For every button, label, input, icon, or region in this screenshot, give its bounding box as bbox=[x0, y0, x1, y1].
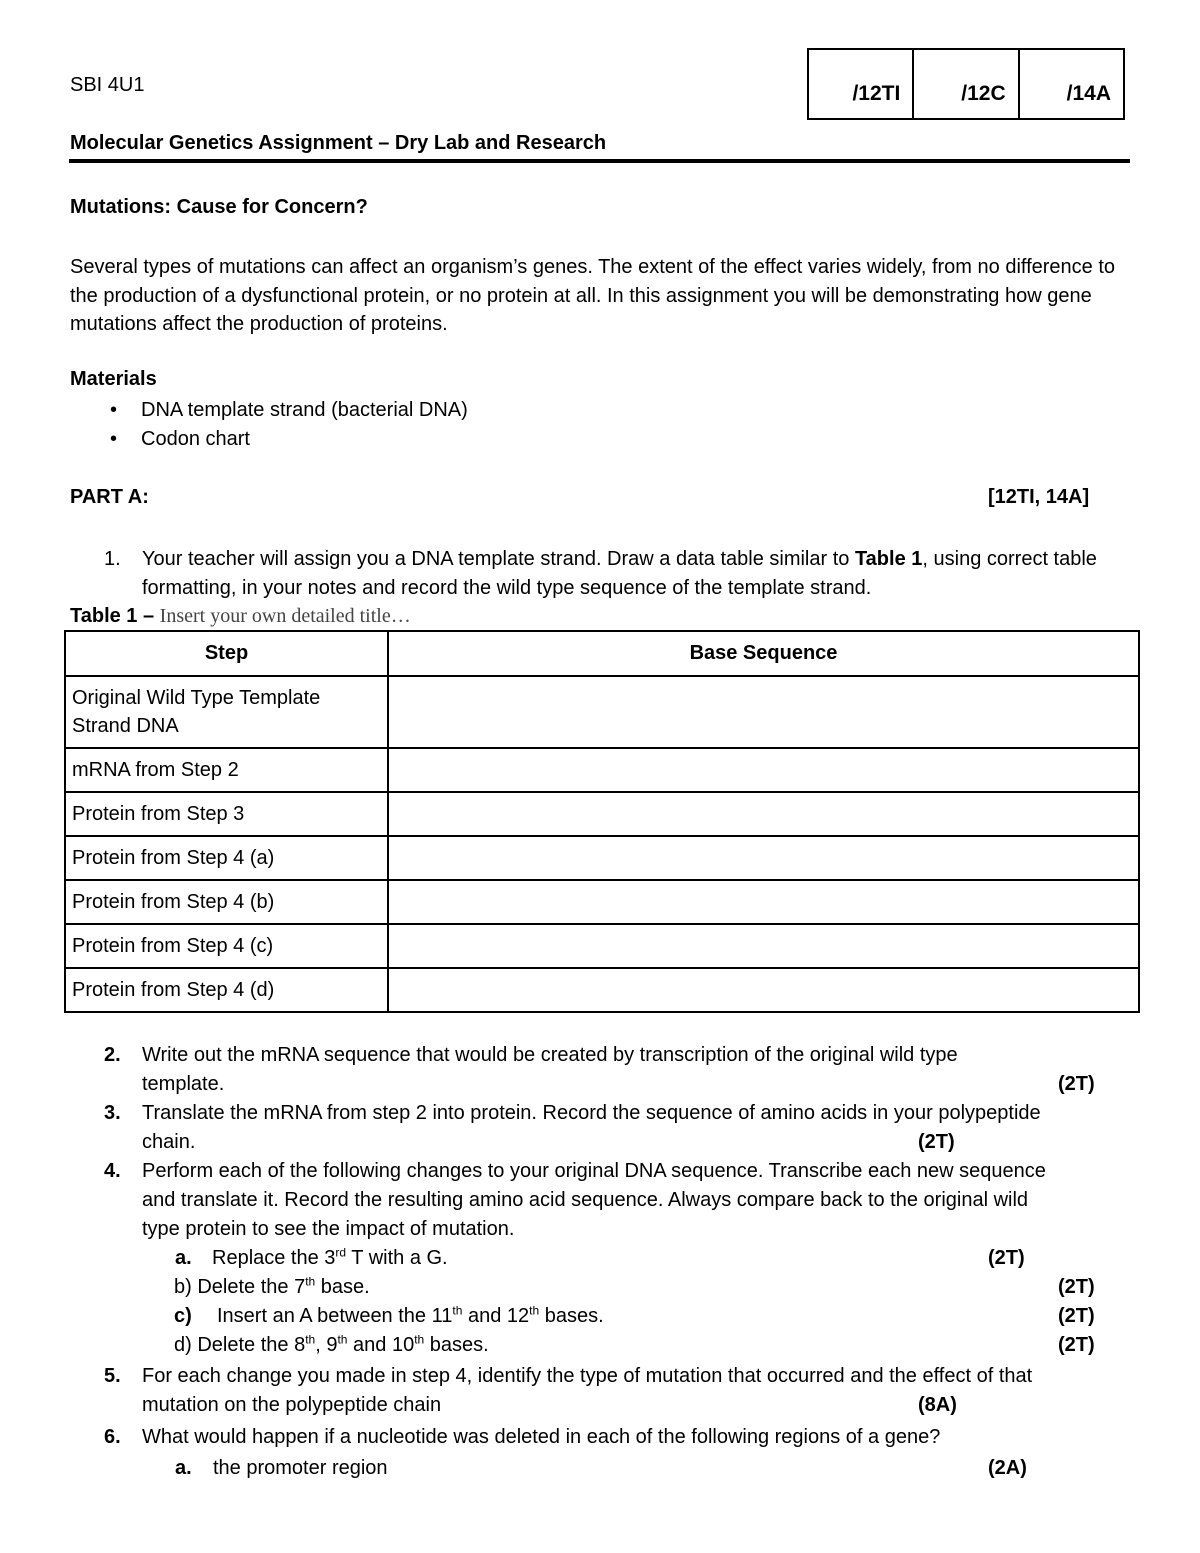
materials-list bbox=[110, 396, 468, 453]
subquestion-text: T with a G. bbox=[346, 1247, 448, 1269]
question-marks: (2T) bbox=[1058, 1073, 1095, 1095]
sequence-cell bbox=[388, 924, 1139, 968]
sequence-cell bbox=[388, 836, 1139, 880]
superscript: th bbox=[305, 1332, 316, 1347]
question-4c bbox=[104, 1302, 1134, 1331]
subquestion-label: a. bbox=[175, 1247, 192, 1269]
title-divider bbox=[69, 159, 1130, 163]
question-number: 1. bbox=[104, 548, 121, 570]
score-ti: /12TI bbox=[809, 50, 914, 118]
part-a-heading: PART A: bbox=[70, 486, 149, 508]
assignment-title: Molecular Genetics Assignment – Dry Lab and Research bbox=[70, 132, 607, 154]
table-row bbox=[65, 676, 1139, 748]
score-c: /12C bbox=[914, 50, 1019, 118]
question-text: Translate the mRNA from step 2 into protein. Record the sequence of amino acids in your polypeptide bbox=[142, 1102, 1041, 1124]
question-text: chain. bbox=[142, 1131, 196, 1153]
table-row bbox=[65, 880, 1139, 924]
question-2-cont bbox=[104, 1070, 1134, 1099]
course-code: SBI 4U1 bbox=[70, 74, 145, 96]
table-row bbox=[65, 968, 1139, 1012]
question-1 bbox=[104, 545, 1124, 603]
list-item: • Codon chart bbox=[110, 425, 468, 454]
step-cell: Protein from Step 4 (d) bbox=[65, 968, 388, 1012]
question-5 bbox=[104, 1362, 1134, 1391]
table-row bbox=[65, 836, 1139, 880]
subquestion-text: bases. bbox=[539, 1305, 604, 1327]
question-text: What would happen if a nucleotide was deleted in each of the following regions of a gene? bbox=[142, 1426, 941, 1448]
step-cell: Protein from Step 4 (c) bbox=[65, 924, 388, 968]
question-text: , using correct table formatting, in your notes and record the wild type sequence of the template strand. bbox=[142, 548, 1097, 599]
question-number: 3. bbox=[104, 1102, 121, 1124]
subquestion-text: base. bbox=[315, 1276, 370, 1298]
table-header-row bbox=[65, 631, 1139, 676]
score-a: /14A bbox=[1066, 82, 1111, 105]
list-item: • DNA template strand (bacterial DNA) bbox=[110, 396, 468, 425]
part-a-marks: [12TI, 14A] bbox=[988, 486, 1090, 508]
subquestion-text: Replace the 3 bbox=[212, 1247, 336, 1269]
sequence-cell bbox=[388, 792, 1139, 836]
step-cell: Protein from Step 4 (a) bbox=[65, 836, 388, 880]
score-box bbox=[807, 48, 1125, 120]
question-marks: (2T) bbox=[1058, 1305, 1095, 1327]
question-4d bbox=[104, 1331, 1134, 1360]
question-4b bbox=[104, 1273, 1134, 1302]
question-text: For each change you made in step 4, identify the type of mutation that occurred and the effect of that bbox=[142, 1365, 1033, 1387]
question-text: Write out the mRNA sequence that would be created by transcription of the original wild type bbox=[142, 1044, 958, 1066]
question-4-cont bbox=[104, 1186, 1134, 1215]
superscript: th bbox=[452, 1303, 463, 1318]
sequence-cell bbox=[388, 748, 1139, 792]
question-3 bbox=[104, 1099, 1134, 1128]
question-4 bbox=[104, 1157, 1134, 1186]
caption-hint: Insert your own detailed title… bbox=[159, 605, 411, 627]
question-6a bbox=[104, 1454, 1134, 1483]
question-marks: (8A) bbox=[918, 1394, 957, 1416]
question-3-cont bbox=[104, 1128, 1134, 1157]
question-5-cont bbox=[104, 1391, 1134, 1420]
subquestion-label: c) bbox=[174, 1305, 192, 1327]
subquestion-text: the promoter region bbox=[213, 1457, 388, 1479]
subquestion-text: and 10 bbox=[347, 1334, 415, 1356]
step-cell: Protein from Step 4 (b) bbox=[65, 880, 388, 924]
question-number: 5. bbox=[104, 1365, 121, 1387]
data-table bbox=[64, 630, 1140, 1013]
sequence-cell bbox=[388, 880, 1139, 924]
sequence-cell bbox=[388, 968, 1139, 1012]
subquestion-text: Insert an A between the 11 bbox=[217, 1305, 453, 1327]
caption-label: Table 1 – bbox=[70, 605, 160, 627]
column-header-step: Step bbox=[65, 631, 388, 676]
question-4-cont bbox=[104, 1215, 1134, 1244]
question-marks: (2T) bbox=[1058, 1276, 1095, 1298]
question-6 bbox=[104, 1423, 1134, 1452]
subquestion-label: a. bbox=[175, 1457, 192, 1479]
section-subtitle: Mutations: Cause for Concern? bbox=[70, 196, 368, 218]
step-cell: Protein from Step 3 bbox=[65, 792, 388, 836]
subquestion-text: , 9 bbox=[315, 1334, 338, 1356]
table-row bbox=[65, 792, 1139, 836]
question-marks: (2T) bbox=[1058, 1334, 1095, 1356]
superscript: th bbox=[414, 1332, 425, 1347]
question-text: mutation on the polypeptide chain bbox=[142, 1394, 442, 1416]
table-row bbox=[65, 748, 1139, 792]
question-number: 6. bbox=[104, 1426, 121, 1448]
superscript: rd bbox=[335, 1245, 347, 1260]
question-text: Perform each of the following changes to your original DNA sequence. Transcribe each new sequence bbox=[142, 1160, 1046, 1182]
intro-paragraph: Several types of mutations can affect an organism’s genes. The extent of the effect varies widely, from no difference to the production of a dysfunctional protein, or no protein at all. In this assignment you will be demonstrating how gene mutations affect the production of proteins. bbox=[70, 256, 1116, 335]
step-cell: Original Wild Type Template Strand DNA bbox=[65, 676, 388, 748]
table-row bbox=[65, 924, 1139, 968]
question-marks: (2A) bbox=[988, 1457, 1027, 1479]
sequence-cell bbox=[388, 676, 1139, 748]
subquestion-text: bases. bbox=[424, 1334, 489, 1356]
superscript: th bbox=[305, 1274, 316, 1289]
question-marks: (2T) bbox=[918, 1131, 955, 1153]
question-text: type protein to see the impact of mutation. bbox=[142, 1218, 515, 1240]
subquestion-text: d) Delete the 8 bbox=[174, 1334, 306, 1356]
superscript: th bbox=[529, 1303, 540, 1318]
question-text: template. bbox=[142, 1073, 225, 1095]
superscript: th bbox=[337, 1332, 348, 1347]
table-caption bbox=[70, 605, 411, 628]
questions-list bbox=[104, 1041, 1134, 1483]
question-number: 4. bbox=[104, 1160, 121, 1182]
question-text: Your teacher will assign you a DNA template strand. Draw a data table similar to bbox=[142, 548, 855, 570]
question-text-bold: Table 1 bbox=[854, 548, 923, 570]
materials-heading: Materials bbox=[70, 368, 157, 390]
column-header-sequence: Base Sequence bbox=[388, 631, 1139, 676]
question-4a bbox=[104, 1244, 1134, 1273]
question-2 bbox=[104, 1041, 1134, 1070]
subquestion-text: b) Delete the 7 bbox=[174, 1276, 306, 1298]
question-marks: (2T) bbox=[988, 1247, 1025, 1269]
question-number: 2. bbox=[104, 1044, 121, 1066]
question-text: and translate it. Record the resulting amino acid sequence. Always compare back to the original wild bbox=[142, 1189, 1029, 1211]
subquestion-text: and 12 bbox=[462, 1305, 530, 1327]
step-cell: mRNA from Step 2 bbox=[65, 748, 388, 792]
